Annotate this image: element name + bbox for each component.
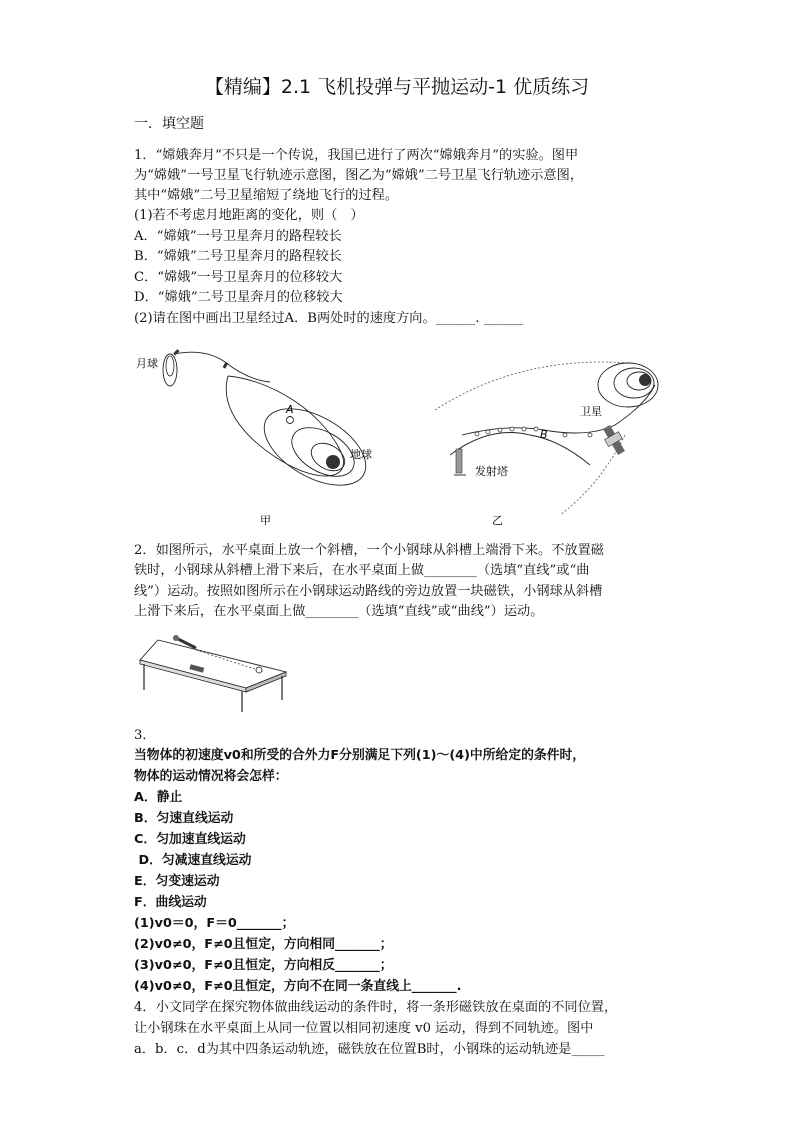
earth-orbit-mid <box>252 393 379 501</box>
q3-option-b: B．匀速直线运动 <box>134 811 234 826</box>
earth-orbit-outer <box>226 376 343 476</box>
q2-line: 2．如图所示，水平桌面上放一个斜槽，一个小钢球从斜槽上端滑下来。不放置磁 <box>134 543 604 558</box>
q3-option-e: E．匀变速运动 <box>134 874 220 889</box>
q3-subq-2: (2)v0≠0，F≠0且恒定，方向相同_______； <box>134 937 393 952</box>
page-title: 【精编】2.1 飞机投弹与平抛运动-1 优质练习 <box>204 76 590 98</box>
satellite-icon <box>173 349 179 355</box>
figure-caption: 乙 <box>492 514 503 527</box>
q4-line: 4．小文同学在探究物体做曲线运动的条件时，将一条形磁铁放在桌面的不同位置， <box>134 1000 618 1015</box>
q3-option-f: F．曲线运动 <box>134 895 207 910</box>
figure-yi <box>430 345 670 535</box>
q3-line: 物体的运动情况将会怎样： <box>134 769 288 784</box>
figure-table-ramp <box>136 630 296 715</box>
q3-option-d: D．匀减速直线运动 <box>134 853 252 868</box>
launch-tower-icon <box>454 449 466 475</box>
q3-line: 当物体的初速度v0和所受的合外力F分别满足下列(1)～(4)中所给定的条件时， <box>134 748 586 763</box>
transfer-trajectory <box>174 352 270 382</box>
q1-option-a: A．“嫦娥”一号卫星奔月的路程较长 <box>134 229 342 244</box>
q1-option-d: D．“嫦娥”二号卫星奔月的位移较大 <box>134 290 343 305</box>
q4-line: 让小钢珠在水平桌面上从同一位置以相同初速度 v0 运动，得到不同轨迹。图中 <box>134 1021 594 1036</box>
satellite-icon <box>223 362 229 369</box>
q3-option-a: A．静止 <box>134 790 183 805</box>
point-a-label: A <box>286 403 294 416</box>
tower-label: 发射塔 <box>475 465 508 478</box>
q3-option-c: C．匀加速直线运动 <box>134 832 246 847</box>
satellite-label: 卫星 <box>580 405 602 418</box>
point-b-label: B <box>540 428 548 441</box>
satellite-trajectory <box>462 385 655 435</box>
q1-line: 其中“嫦娥”二号卫星缩短了绕地飞行的过程。 <box>134 188 399 203</box>
q1-line: 1．“嫦娥奔月”不只是一个传说，我国已进行了两次“嫦娥奔月”的实验。图甲 <box>134 148 579 163</box>
q1-line: (1)若不考虑月地距离的变化，则（ ） <box>134 208 364 223</box>
q2-line: 上滑下来后，在水平桌面上做________（选填“直线”或“曲线”）运动。 <box>134 604 544 619</box>
q1-option-c: C．“嫦娥”一号卫星奔月的位移较大 <box>134 270 343 285</box>
figure-caption: 甲 <box>260 514 271 527</box>
section-heading: 一．填空题 <box>134 116 204 132</box>
q4-line: a．b．c．d为其中四条运动轨迹，磁铁放在位置B时，小钢珠的运动轨迹是_____ <box>134 1042 605 1057</box>
point-a-marker <box>287 417 294 424</box>
q3-subq-4: (4)v0≠0，F≠0且恒定，方向不在同一条直线上_______. <box>134 979 462 994</box>
q2-line: 铁时，小钢球从斜槽上滑下来后，在水平桌面上做________（选填“直线”或“曲 <box>134 563 590 578</box>
q1-option-b: B．“嫦娥”二号卫星奔月的路程较长 <box>134 249 342 264</box>
q1-line: (2)请在图中画出卫星经过A．B两处时的速度方向。______. ______ <box>134 311 524 326</box>
q2-line: 线”）运动。按照如图所示在小钢球运动路线的旁边放置一块磁铁，小钢球从斜槽 <box>134 584 603 599</box>
figure-jia <box>130 340 380 530</box>
q1-line: 为“嫦娥”一号卫星飞行轨迹示意图，图乙为“嫦娥”二号卫星飞行轨迹示意图， <box>134 168 583 183</box>
q3-number: 3． <box>134 728 156 743</box>
steel-ball <box>256 667 262 673</box>
moon-orbit <box>163 354 177 386</box>
earth-surface-curve <box>450 433 590 466</box>
earth-label: 地球 <box>350 448 372 461</box>
earth-icon <box>326 455 340 469</box>
q3-subq-1: (1)v0＝0，F＝0_______； <box>134 916 295 931</box>
satellite-icon <box>603 425 625 455</box>
q3-subq-3: (3)v0≠0，F≠0且恒定，方向相反_______； <box>134 958 393 973</box>
dotted-orbit-upper <box>435 362 630 410</box>
moon-icon <box>639 374 651 386</box>
moon-label: 月球 <box>136 357 158 370</box>
moon-orbit-inner <box>166 356 174 376</box>
